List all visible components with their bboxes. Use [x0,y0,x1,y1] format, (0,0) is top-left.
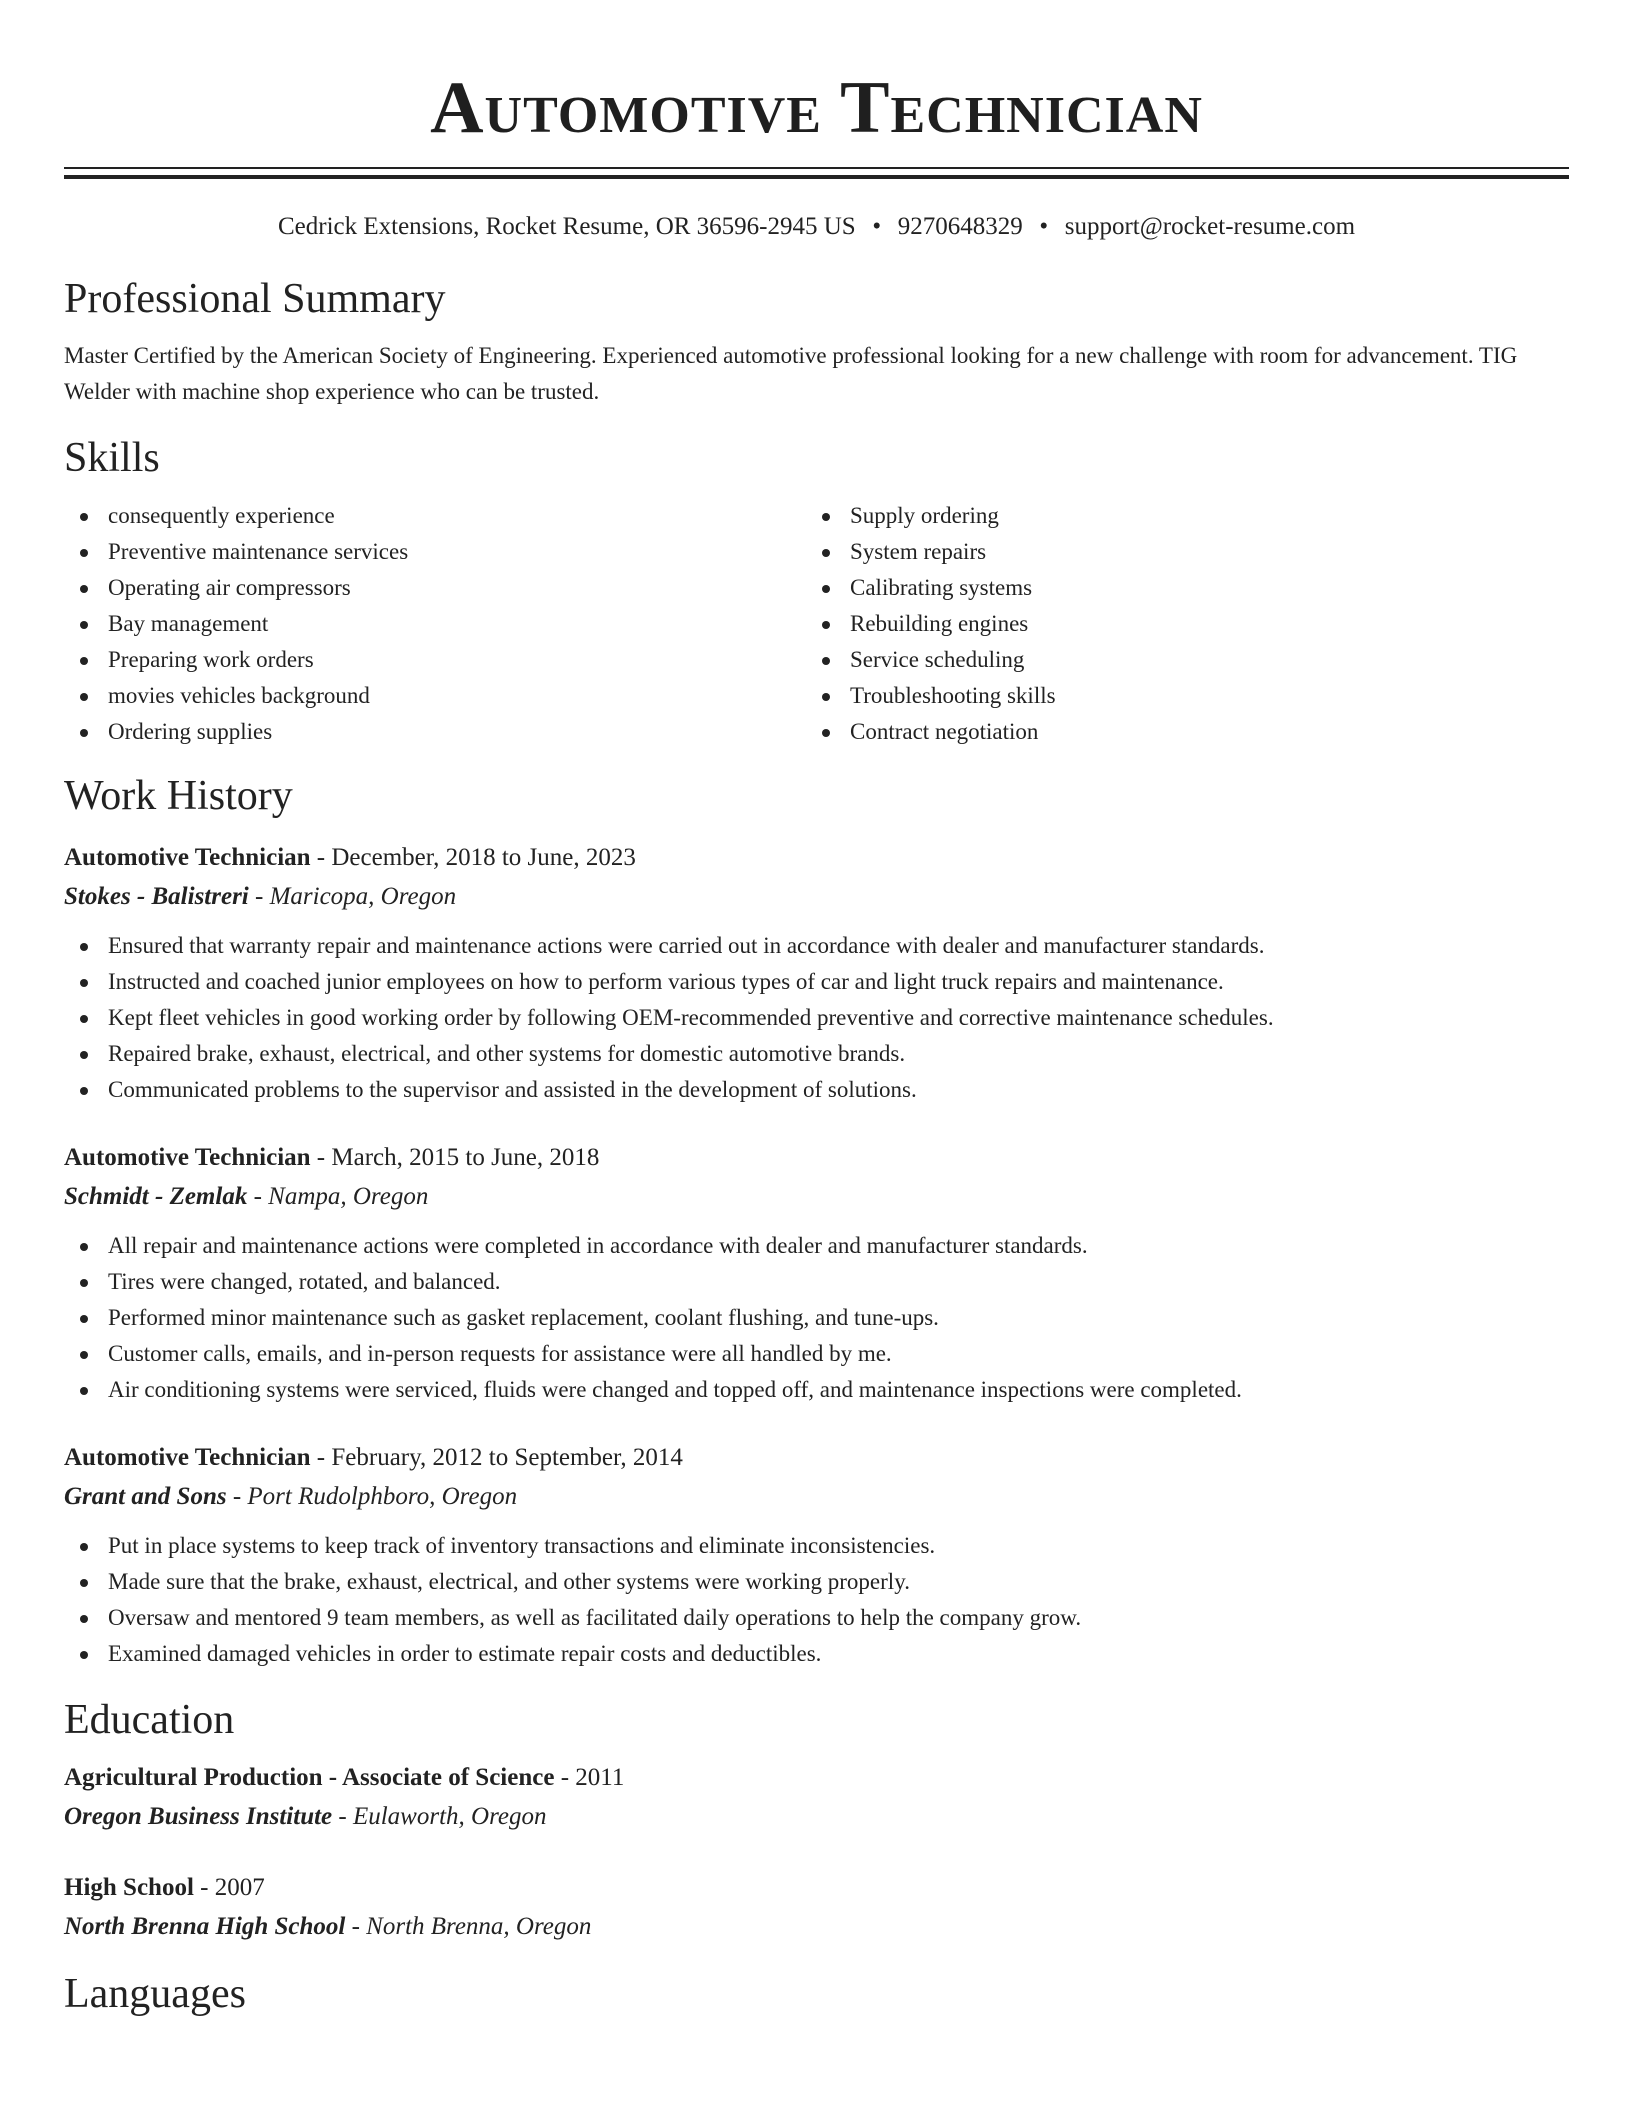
job-duty: Instructed and coached junior employees on how to perform various types of car and light truck repairs and maintenance. [64,964,1569,1000]
job-dates: - December, 2018 to June, 2023 [310,844,636,871]
job-dates: - February, 2012 to September, 2014 [310,1444,683,1471]
job-dates: - March, 2015 to June, 2018 [310,1144,600,1171]
job-employer [64,878,1569,916]
skill-item: Preparing work orders [64,642,806,678]
education-header [64,1758,1569,1798]
title-divider-thin [64,167,1569,169]
job-duty: Kept fleet vehicles in good working order by following OEM-recommended preventive and corrective maintenance schedules. [64,1000,1569,1036]
education-institution [64,1908,1569,1946]
work-history-heading: Work History [64,773,293,819]
job-company: Stokes - Balistreri [64,883,249,910]
education-school: Oregon Business Institute [64,1803,333,1830]
education-entry [64,1758,1569,1836]
skill-item: Contract negotiation [806,714,1548,750]
skills-column-left [64,498,806,750]
education-year: - 2007 [193,1874,265,1901]
job-duties [64,928,1569,1108]
education-degree: Agricultural Production - Associate of Science [64,1764,555,1791]
education-institution [64,1798,1569,1836]
title-divider-thick [64,175,1569,179]
job-header [64,838,1569,878]
job-employer [64,1178,1569,1216]
job-entry [64,1138,1569,1408]
job-duty: Repaired brake, exhaust, electrical, and other systems for domestic automotive brands. [64,1036,1569,1072]
skill-item: Rebuilding engines [806,606,1548,642]
education-school: North Brenna High School [64,1913,346,1940]
resume-page [64,0,1569,2020]
job-duties [64,1528,1569,1672]
job-role: Automotive Technician [64,1444,311,1471]
job-duty: Customer calls, emails, and in-person requests for assistance were all handled by me. [64,1336,1569,1372]
summary-text: Master Certified by the American Society of Engineering. Experienced automotive professional looking for a new challenge with room for advancement. TIG Welder with machine shop experience who can be trusted. [64,343,1518,404]
job-header [64,1138,1569,1178]
education-header [64,1868,1569,1908]
job-duty: All repair and maintenance actions were completed in accordance with dealer and manufacturer standards. [64,1228,1569,1264]
job-location: - Port Rudolphboro, Oregon [226,1483,518,1510]
job-duty: Made sure that the brake, exhaust, electrical, and other systems were working properly. [64,1564,1569,1600]
job-company: Grant and Sons [64,1483,227,1510]
education-degree: High School [64,1874,194,1901]
contact-separator: • [872,213,882,240]
education-location: - North Brenna, Oregon [345,1913,592,1940]
skill-item: Ordering supplies [64,714,806,750]
summary-heading: Professional Summary [64,276,446,322]
job-duty: Put in place systems to keep track of inventory transactions and eliminate inconsistencies. [64,1528,1569,1564]
job-duty: Tires were changed, rotated, and balanced. [64,1264,1569,1300]
job-company: Schmidt - Zemlak [64,1183,248,1210]
education-year: - 2011 [554,1764,625,1791]
skill-item: Supply ordering [806,498,1548,534]
job-entry [64,838,1569,1108]
contact-separator: • [1039,213,1049,240]
skill-item: Operating air compressors [64,570,806,606]
job-duty: Communicated problems to the supervisor and assisted in the development of solutions. [64,1072,1569,1108]
resume-title: Automotive Technician [430,67,1203,149]
contact-line [64,209,1569,245]
job-location: - Nampa, Oregon [247,1183,429,1210]
job-duty: Oversaw and mentored 9 team members, as well as facilitated daily operations to help the company grow. [64,1600,1569,1636]
job-duty: Performed minor maintenance such as gasket replacement, coolant flushing, and tune-ups. [64,1300,1569,1336]
contact-phone: 9270648329 [897,213,1023,240]
skill-item: System repairs [806,534,1548,570]
job-duty: Examined damaged vehicles in order to estimate repair costs and deductibles. [64,1636,1569,1672]
skill-item: Bay management [64,606,806,642]
skills-grid [64,498,1569,750]
job-duty: Air conditioning systems were serviced, fluids were changed and topped off, and maintenance inspections were completed. [64,1372,1569,1408]
education-location: - Eulaworth, Oregon [332,1803,547,1830]
skill-item: movies vehicles background [64,678,806,714]
job-employer [64,1478,1569,1516]
education-entry [64,1868,1569,1946]
skill-item: Preventive maintenance services [64,534,806,570]
contact-address: Cedrick Extensions, Rocket Resume, OR 36596-2945 US [277,213,856,240]
languages-heading: Languages [64,1971,246,2017]
skill-item: Calibrating systems [806,570,1548,606]
job-header [64,1438,1569,1478]
contact-email: support@rocket-resume.com [1064,213,1356,240]
skills-heading: Skills [64,435,160,481]
skill-item: Troubleshooting skills [806,678,1548,714]
skill-item: Service scheduling [806,642,1548,678]
job-entry [64,1438,1569,1672]
skills-column-right [806,498,1548,750]
job-duty: Ensured that warranty repair and maintenance actions were carried out in accordance with dealer and manufacturer standards. [64,928,1569,964]
job-role: Automotive Technician [64,1144,311,1171]
job-role: Automotive Technician [64,844,311,871]
job-location: - Maricopa, Oregon [248,883,457,910]
skill-item: consequently experience [64,498,806,534]
education-heading: Education [64,1697,235,1743]
job-duties [64,1228,1569,1408]
